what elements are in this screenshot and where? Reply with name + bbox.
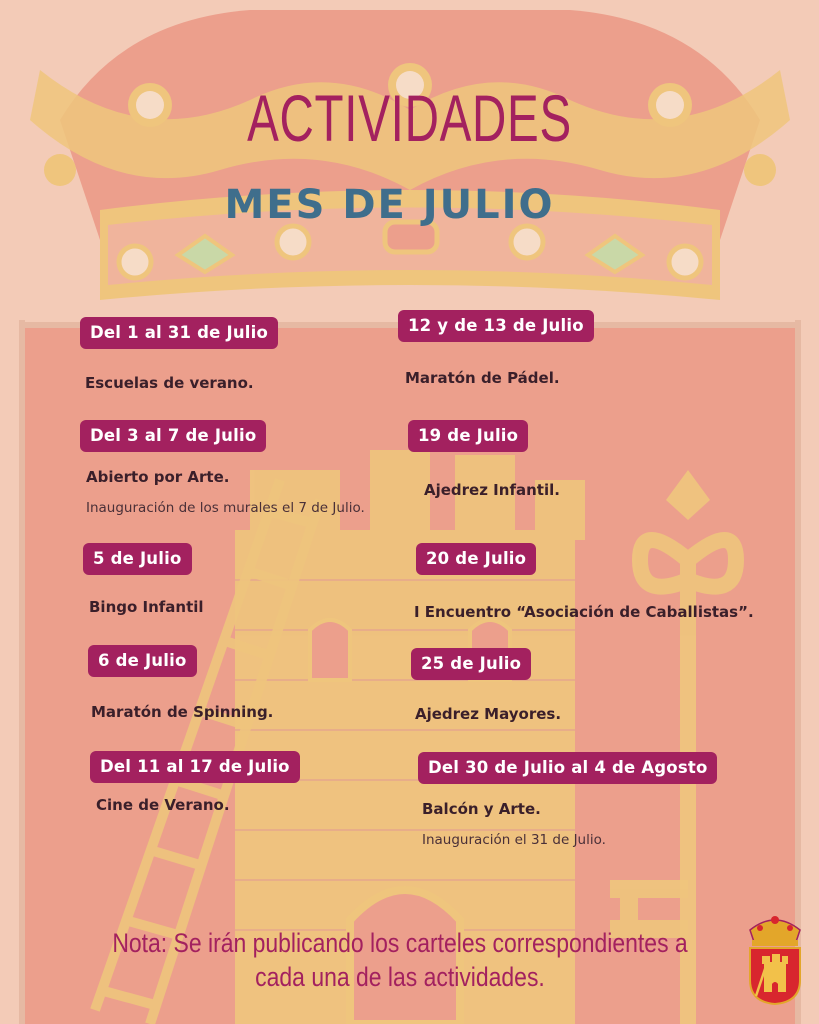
event-title: Escuelas de verano. [85, 374, 254, 392]
date-pill: 5 de Julio [83, 543, 192, 575]
event-date-badge [83, 543, 192, 575]
event-title: Cine de Verano. [96, 796, 230, 814]
page-title: ACTIVIDADES [247, 81, 572, 155]
event-title: Maratón de Spinning. [91, 703, 274, 721]
event-title: I Encuentro “Asociación de Caballistas”. [414, 603, 754, 621]
event-date-badge [418, 752, 717, 784]
date-pill: 6 de Julio [88, 645, 197, 677]
date-pill: Del 1 al 31 de Julio [80, 317, 278, 349]
event-date-badge [411, 648, 531, 680]
event-date-badge [88, 645, 197, 677]
event-title: Maratón de Pádel. [405, 369, 560, 387]
event-date-badge [416, 543, 536, 575]
event-title: Abierto por Arte. [86, 468, 230, 486]
event-detail: Inauguración de los murales el 7 de Julio. [86, 500, 365, 516]
event-title: Ajedrez Mayores. [415, 705, 562, 723]
event-title: Bingo Infantil [89, 598, 204, 616]
footer-note [111, 926, 689, 994]
date-pill: Del 11 al 17 de Julio [90, 751, 300, 783]
date-pill: 20 de Julio [416, 543, 536, 575]
event-date-badge [80, 420, 266, 452]
date-pill: 25 de Julio [411, 648, 531, 680]
footer-note-line: Nota: Se irán publicando los carteles correspondientes a [112, 928, 688, 958]
town-crest-logo [744, 910, 806, 1006]
footer-note-line: cada una de las actividades. [255, 962, 545, 992]
event-title: Ajedrez Infantil. [424, 481, 560, 499]
date-pill: 12 y de 13 de Julio [398, 310, 594, 342]
event-date-badge [90, 751, 300, 783]
date-pill: 19 de Julio [408, 420, 528, 452]
event-date-badge [408, 420, 528, 452]
event-date-badge [80, 317, 278, 349]
event-date-badge [398, 310, 594, 342]
event-title: Balcón y Arte. [422, 800, 541, 818]
date-pill: Del 3 al 7 de Julio [80, 420, 266, 452]
event-detail: Inauguración el 31 de Julio. [422, 832, 606, 848]
date-pill: Del 30 de Julio al 4 de Agosto [418, 752, 717, 784]
page-subtitle: MES DE JULIO [224, 182, 555, 228]
